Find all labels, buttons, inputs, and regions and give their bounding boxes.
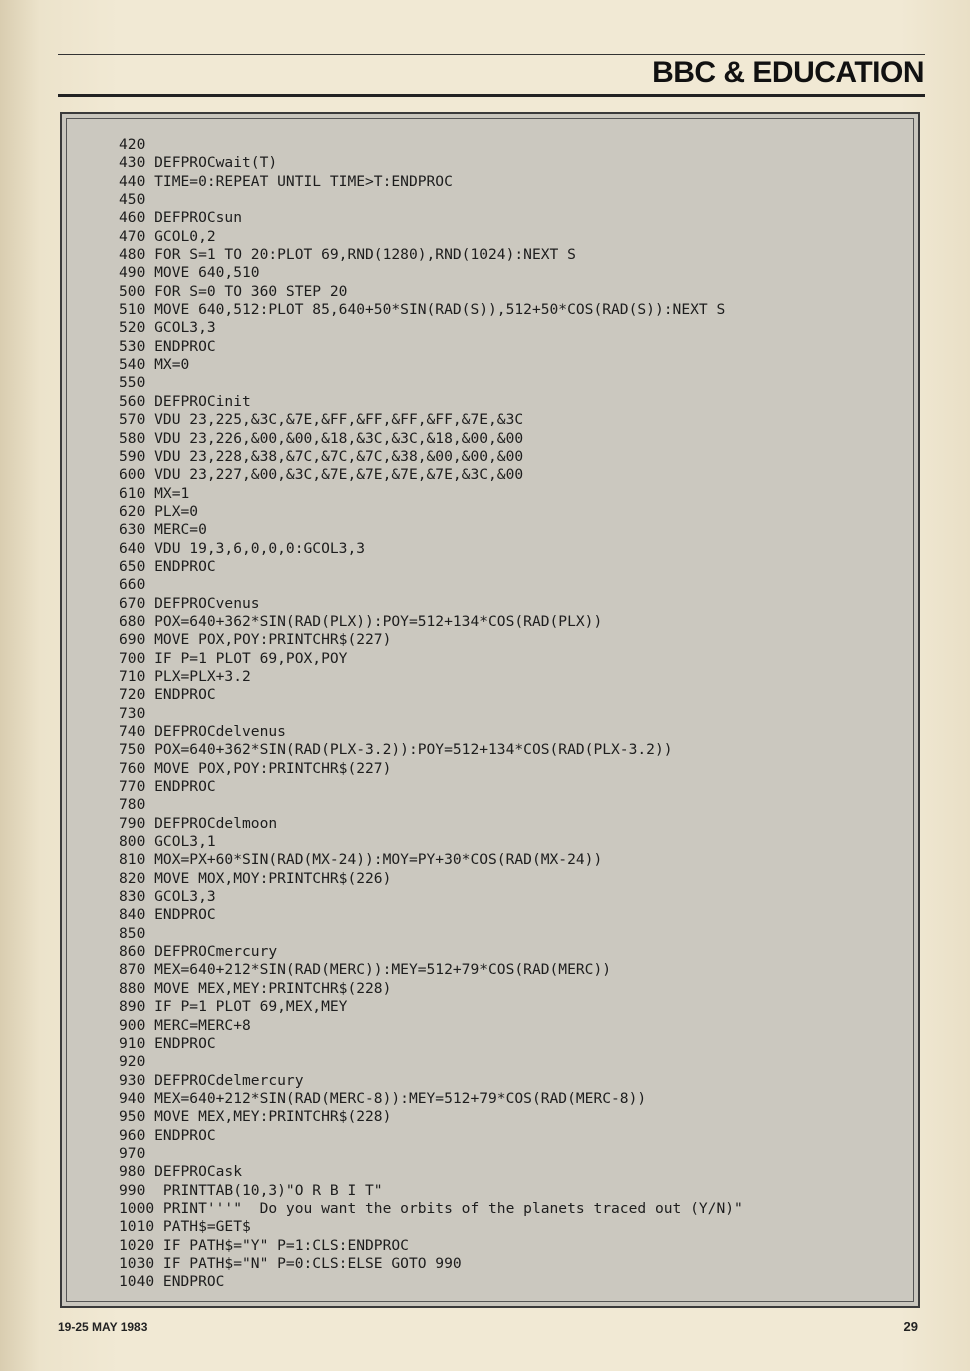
code-line: 560 DEFPROCinit (119, 392, 251, 410)
code-line: 810 MOX=PX+60*SIN(RAD(MX-24)):MOY=PY+30*COS(RAD(MX-24)) (119, 851, 603, 869)
code-line: 600 VDU 23,227,&00,&3C,&7E,&7E,&7E,&7E,&3C,&00 (119, 466, 524, 484)
code-line: 430 DEFPROCwait(T) (119, 154, 278, 172)
code-line: 780 (119, 796, 146, 814)
code-line: 750 POX=640+362*SIN(RAD(PLX-3.2)):POY=512+134*COS(RAD(PLX-3.2)) (119, 741, 673, 759)
code-line: 960 ENDPROC (119, 1126, 216, 1144)
issue-date: 19-25 MAY 1983 (58, 1320, 148, 1334)
code-line: 950 MOVE MEX,MEY:PRINTCHR$(228) (119, 1108, 392, 1126)
code-line: 450 (119, 191, 146, 209)
code-line: 860 DEFPROCmercury (119, 943, 278, 961)
code-line: 830 GCOL3,3 (119, 888, 216, 906)
program-listing-inner (66, 118, 914, 1302)
page-number: 29 (903, 1319, 918, 1334)
code-line: 420 (119, 136, 146, 153)
code-line: 510 MOVE 640,512:PLOT 85,640+50*SIN(RAD(S)),512+50*COS(RAD(S)):NEXT S (119, 301, 726, 319)
code-line: 790 DEFPROCdelmoon (119, 814, 278, 832)
code-line: 580 VDU 23,226,&00,&00,&18,&3C,&3C,&18,&00,&00 (119, 429, 524, 447)
code-line: 440 TIME=0:REPEAT UNTIL TIME>T:ENDPROC (119, 172, 453, 190)
code-line: 800 GCOL3,1 (119, 833, 216, 851)
code-line: 850 (119, 924, 146, 942)
code-line: 1030 IF PATH$="N" P=0:CLS:ELSE GOTO 990 (119, 1254, 462, 1272)
code-line: 550 (119, 374, 146, 392)
code-line: 590 VDU 23,228,&38,&7C,&7C,&7C,&38,&00,&00,&00 (119, 447, 524, 465)
code-line: 640 VDU 19,3,6,0,0,0:GCOL3,3 (119, 539, 366, 557)
code-line: 940 MEX=640+212*SIN(RAD(MERC-8)):MEY=512+79*COS(RAD(MERC-8)) (119, 1089, 647, 1107)
code-line: 890 IF P=1 PLOT 69,MEX,MEY (119, 998, 348, 1016)
code-line: 460 DEFPROCsun (119, 209, 243, 227)
code-line: 490 MOVE 640,510 (119, 264, 260, 282)
code-line: 480 FOR S=1 TO 20:PLOT 69,RND(1280),RND(1024):NEXT S (119, 246, 576, 264)
code-line: 470 GCOL0,2 (119, 227, 216, 245)
code-line: 630 MERC=0 (119, 521, 207, 539)
code-line: 1020 IF PATH$="Y" P=1:CLS:ENDPROC (119, 1236, 409, 1254)
code-line: 920 (119, 1053, 146, 1071)
code-line: 690 MOVE POX,POY:PRINTCHR$(227) (119, 631, 392, 649)
code-line: 540 MX=0 (119, 356, 190, 374)
code-line: 980 DEFPROCask (119, 1163, 243, 1181)
code-line: 760 MOVE POX,POY:PRINTCHR$(227) (119, 759, 392, 777)
code-line: 680 POX=640+362*SIN(RAD(PLX)):POY=512+134*COS(RAD(PLX)) (119, 612, 603, 630)
top-rule (58, 54, 925, 55)
code-line: 700 IF P=1 PLOT 69,POX,POY (119, 649, 348, 667)
code-line: 770 ENDPROC (119, 778, 216, 796)
code-line: 500 FOR S=0 TO 360 STEP 20 (119, 282, 348, 300)
code-line: 930 DEFPROCdelmercury (119, 1071, 304, 1089)
code-line: 910 ENDPROC (119, 1034, 216, 1052)
program-listing (119, 136, 743, 1292)
code-line: 740 DEFPROCdelvenus (119, 723, 286, 740)
code-line: 970 (119, 1144, 146, 1162)
code-line: 820 MOVE MOX,MOY:PRINTCHR$(226) (119, 869, 392, 887)
code-line: 610 MX=1 (119, 484, 190, 502)
code-line: 530 ENDPROC (119, 337, 216, 355)
code-line: 570 VDU 23,225,&3C,&7E,&FF,&FF,&FF,&FF,&7E,&3C (119, 411, 524, 429)
program-listing-box (60, 112, 920, 1308)
code-line: 900 MERC=MERC+8 (119, 1016, 251, 1034)
code-line: 710 PLX=PLX+3.2 (119, 667, 251, 685)
header-rule (58, 94, 925, 97)
code-line: 880 MOVE MEX,MEY:PRINTCHR$(228) (119, 979, 392, 997)
code-line: 720 ENDPROC (119, 686, 216, 704)
code-line: 1040 ENDPROC (119, 1273, 225, 1291)
code-line: 620 PLX=0 (119, 502, 199, 520)
code-line: 660 (119, 576, 146, 594)
code-line: 730 (119, 704, 146, 722)
code-line: 990 PRINTTAB(10,3)"O R B I T" (119, 1181, 383, 1199)
section-title: BBC & EDUCATION (652, 56, 924, 89)
code-line: 1000 PRINT'''" Do you want the orbits of the planets traced out (Y/N)" (119, 1199, 743, 1217)
code-line: 670 DEFPROCvenus (119, 594, 260, 612)
code-line: 650 ENDPROC (119, 557, 216, 575)
code-line: 520 GCOL3,3 (119, 319, 216, 337)
code-line: 1010 PATH$=GET$ (119, 1218, 251, 1236)
code-line: 870 MEX=640+212*SIN(RAD(MERC)):MEY=512+79*COS(RAD(MERC)) (119, 961, 612, 979)
code-line: 840 ENDPROC (119, 906, 216, 924)
